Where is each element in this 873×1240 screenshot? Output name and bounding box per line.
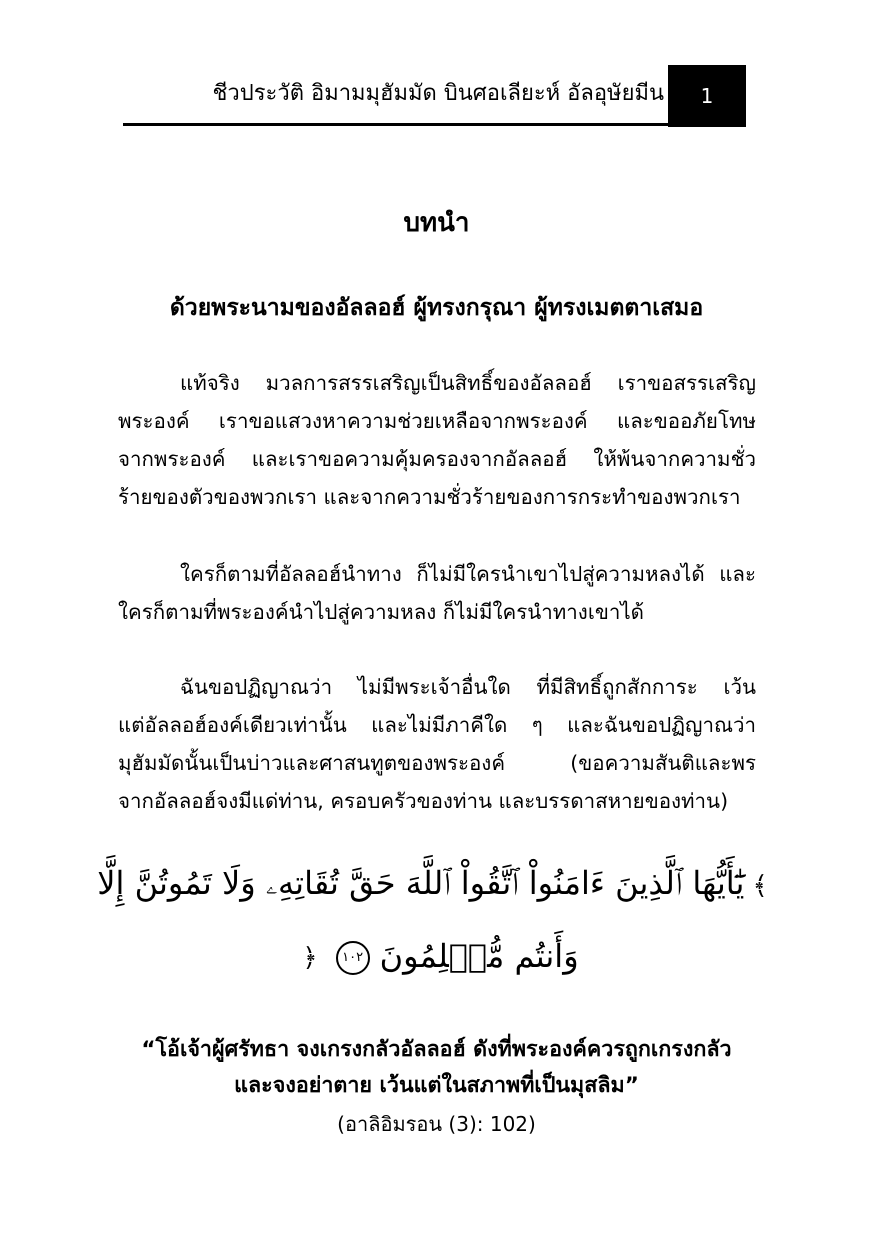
verse-line-1 (0, 848, 873, 921)
basmala-heading: ด้วยพระนามของอัลลอฮ์ ผู้ทรงกรุณา ผู้ทรงเมตตาเสมอ (169, 295, 704, 321)
verse-text: وَأَنتُم مُّسۡلِمُونَ (379, 936, 579, 975)
chapter-title: บทนำ (403, 208, 470, 238)
paragraph-line: จากพระองค์ และเราขอความคุ้มครองจากอัลลอฮ์ ให้พ้นจากความชั่ว (118, 447, 756, 471)
verse-number-medallion: ١٠٢ (336, 941, 370, 975)
running-header (123, 65, 746, 127)
paragraph-guidance (118, 555, 756, 631)
verse-translation (0, 1032, 873, 1104)
paragraph-line: ใครก็ตามที่อัลลอฮ์นำทาง ก็ไม่มีใครนำเขาไปสู่ความหลงได้ และ (180, 562, 756, 586)
paragraph-line: แท้จริง มวลการสรรเสริญเป็นสิทธิ์ของอัลลอฮ์ เราขอสรรเสริญ (180, 371, 756, 395)
paragraph-praise (118, 364, 756, 516)
verse-text: يَٰٓأَيُّهَا ٱلَّذِينَ ءَامَنُواْ ٱتَّقُواْ ٱللَّهَ حَقَّ تُقَاتِهِۦ وَلَا تَمُوتُنَّ إِلَّا (97, 864, 745, 902)
translation-line: และจงอย่าตาย เว้นแต่ในสภาพที่เป็นมุสลิม” (234, 1073, 639, 1098)
page-number: 1 (700, 84, 714, 108)
paragraph-line: ใครก็ตามที่พระองค์นำไปสู่ความหลง ก็ไม่มีใครนำทางเขาได้ (118, 600, 644, 624)
quran-verse (0, 848, 873, 993)
running-title: ชีวประวัติ อิมามมุฮัมมัด บินศอเลียะห์ อัลอุษัยมีน (212, 81, 664, 106)
page-number-box (668, 65, 746, 127)
verse-citation: (อาลิอิมรอน (3): 102) (337, 1112, 536, 1136)
paragraph-line: แต่อัลลอฮ์องค์เดียวเท่านั้น และไม่มีภาคีใด ๆ และฉันขอปฏิญาณว่า (118, 713, 756, 737)
paragraph-line: มุฮัมมัดนั้นเป็นบ่าวและศาสนทูตของพระองค์ (ขอความสันติและพร (118, 751, 756, 775)
paragraph-line: จากอัลลอฮ์จงมีแด่ท่าน, ครอบครัวของท่าน และบรรดาสหายของท่าน) (118, 789, 729, 813)
paragraph-line: พระองค์ เราขอแสวงหาความช่วยเหลือจากพระองค์ และขออภัยโทษ (118, 409, 756, 433)
ornate-bracket-close-icon: ﴿ (302, 943, 318, 973)
translation-line: “โอ้เจ้าผู้ศรัทธา จงเกรงกลัวอัลลอฮ์ ดังที่พระองค์ควรถูกเกรงกลัว (141, 1037, 732, 1062)
paragraph-line: ฉันขอปฏิญาณว่า ไม่มีพระเจ้าอื่นใด ที่มีสิทธิ์ถูกสักการะ เว้น (180, 675, 756, 699)
ornate-bracket-open-icon: ﴾ (752, 870, 768, 901)
paragraph-testimony (118, 668, 756, 820)
verse-line-2 (0, 921, 873, 994)
header-rule (123, 123, 668, 126)
paragraph-line: ร้ายของตัวของพวกเรา และจากความชั่วร้ายของการกระทำของพวกเรา (118, 485, 741, 509)
